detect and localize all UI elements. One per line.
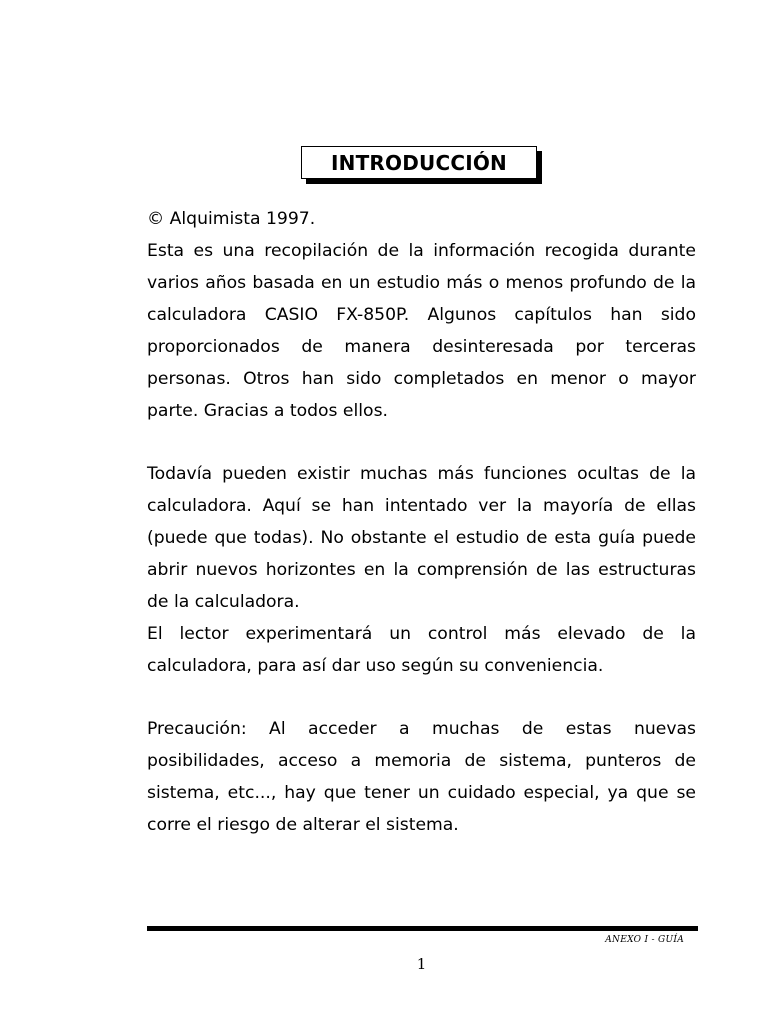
title-frame: [301, 146, 537, 179]
reader-paragraph: El lector experimentará un control más elevado de la calculadora, para así dar uso según su conveniencia.: [147, 624, 696, 676]
footer-rule: [147, 926, 698, 931]
caution-paragraph: Precaución: Al acceder a muchas de estas nuevas posibilidades, acceso a memoria de sistema, punteros de sistema, etc..., hay que tener un cuidado especial, ya que se corre el riesgo de alterar el sistema.: [147, 719, 696, 835]
paragraph-spacer: [147, 427, 696, 458]
paragraph-spacer: [147, 682, 696, 713]
page-title: INTRODUCCIÓN: [301, 146, 537, 179]
intro-paragraph: Esta es una recopilación de la información recogida durante varios años basada en un estudio más o menos profundo de la calculadora CASIO FX-850P. Algunos capítulos han sido proporcionados de manera desinteresada por terceras personas. Otros han sido completados en menor o mayor parte. Gracias a todos ellos.: [147, 241, 696, 421]
copyright-line: © Alquimista 1997.: [147, 209, 316, 229]
hidden-functions-paragraph: Todavía pueden existir muchas más funciones ocultas de la calculadora. Aquí se han intentado ver la mayoría de ellas (puede que todas). No obstante el estudio de esta guía puede abrir nuevos horizontes en la comprensión de las estructuras de la calculadora.: [147, 464, 696, 612]
page-number: 1: [416, 955, 427, 973]
document-body: [147, 203, 696, 841]
footer-label: ANEXO I - GUÍA: [605, 935, 684, 945]
